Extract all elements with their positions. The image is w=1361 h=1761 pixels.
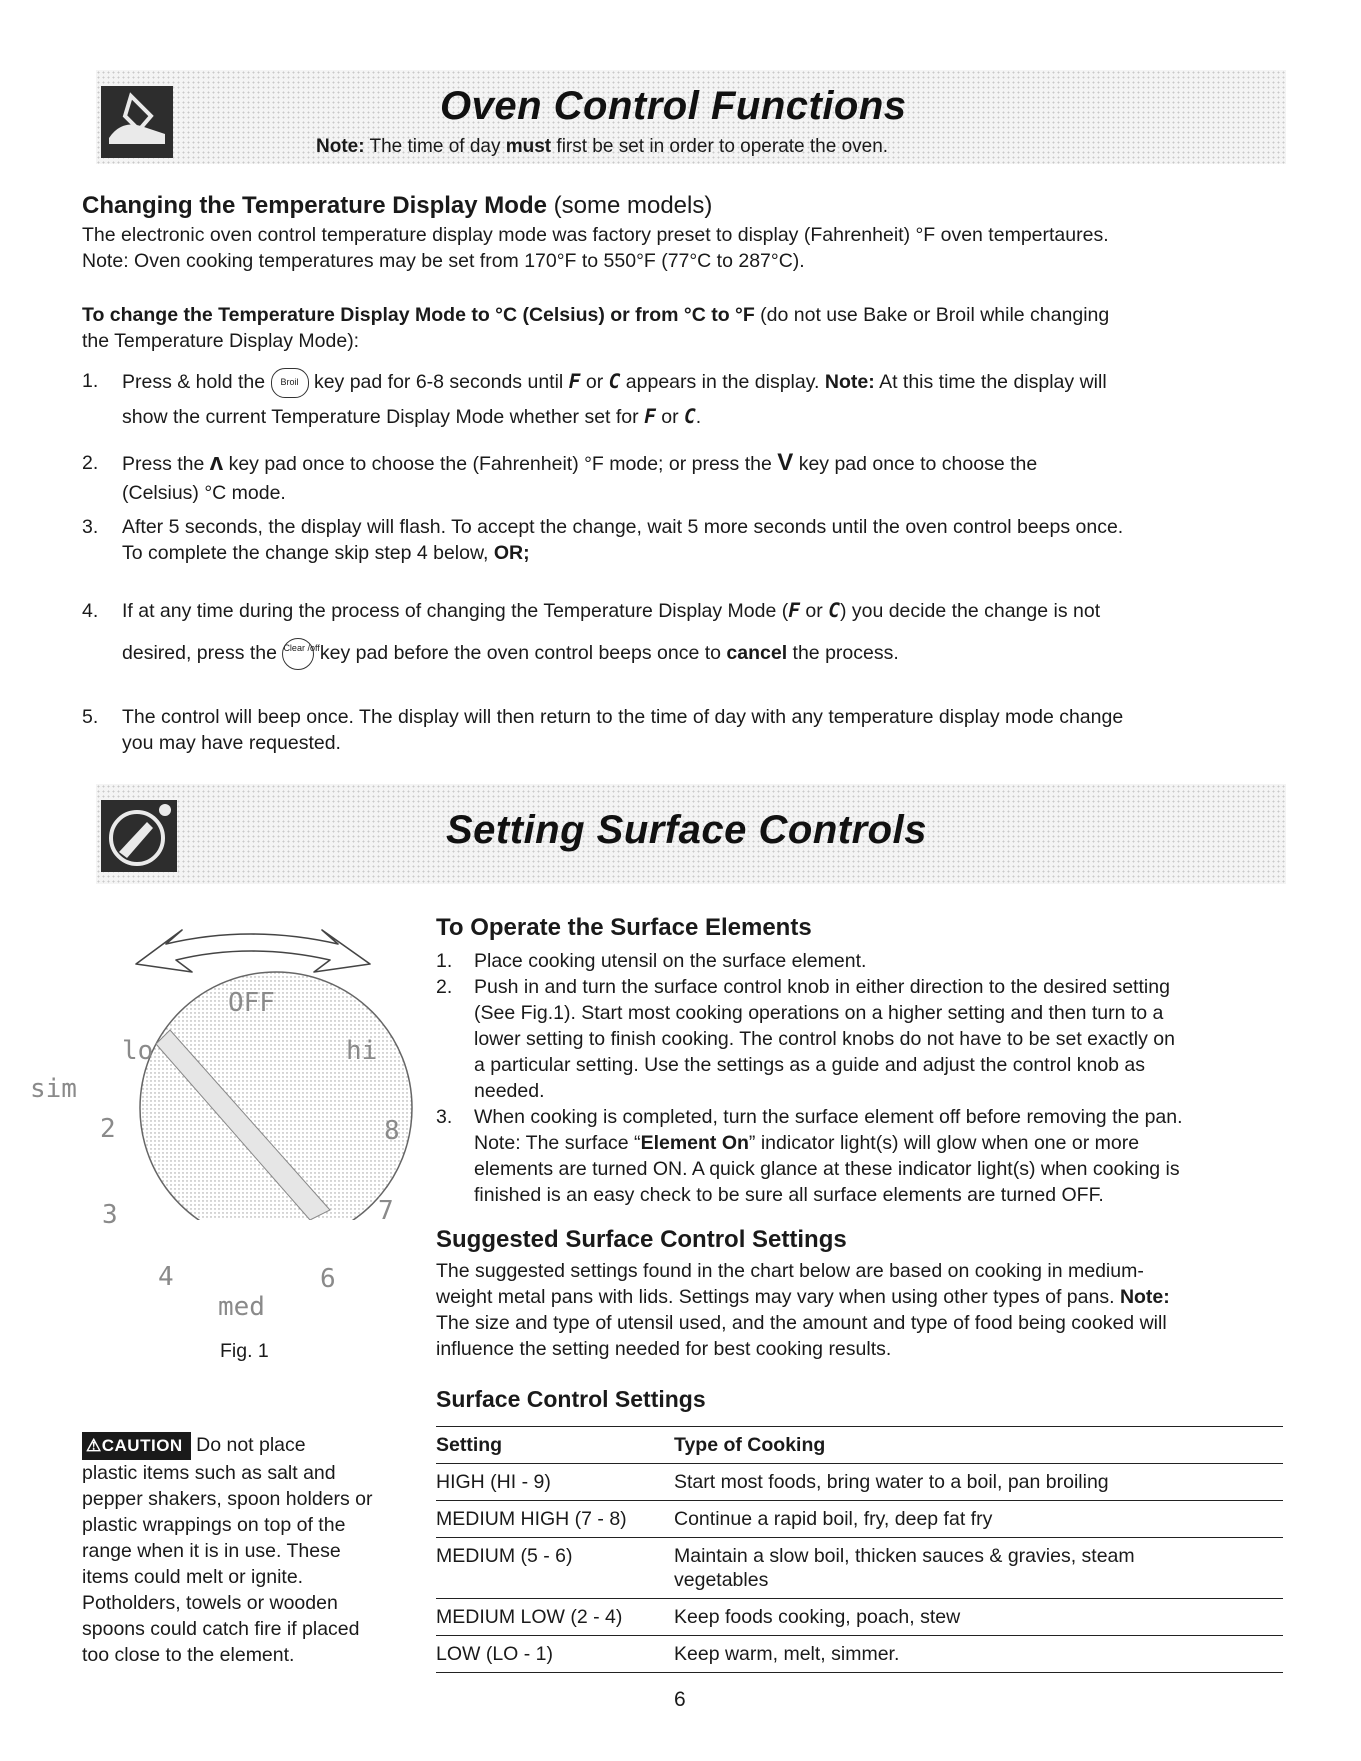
- note-text-bold: must: [505, 136, 552, 157]
- step-3: [82, 514, 1282, 570]
- knob-label-7: 7: [378, 1196, 394, 1226]
- step-2: [82, 450, 1282, 506]
- knob-label-hi: hi: [346, 1036, 378, 1066]
- heading-normal: (some models): [553, 192, 713, 219]
- list-text: When cooking is completed, turn the surface element off before removing the pan.: [474, 1106, 1183, 1128]
- table-title: Surface Control Settings: [436, 1386, 706, 1412]
- caution-badge-label: CAUTION: [101, 1436, 183, 1455]
- knob-label-8: 8: [384, 1116, 400, 1146]
- step-text: (Celsius) °C mode.: [122, 482, 286, 504]
- down-arrow-icon: V: [777, 449, 794, 476]
- settings-table: [436, 1426, 1283, 1673]
- banner-title: Setting Surface Controls: [446, 808, 927, 852]
- step-text-bold: cancel: [726, 642, 788, 665]
- table-row: [436, 1464, 1283, 1501]
- note-label: Note:: [316, 136, 365, 157]
- settings-table-wrap: [436, 1426, 1283, 1673]
- table-row: [436, 1501, 1283, 1538]
- list-text: needed.: [474, 1080, 545, 1102]
- setting-cell: MEDIUM LOW (2 - 4): [436, 1606, 623, 1628]
- step-text: At this time the display will: [879, 371, 1107, 394]
- list-text: lower setting to finish cooking. The control knobs do not have to be set exactly on: [474, 1028, 1175, 1050]
- operate-heading: To Operate the Surface Elements: [436, 914, 812, 941]
- clear-off-keypad-icon: Clear /off: [282, 638, 314, 670]
- setting-cell: HIGH (HI - 9): [436, 1471, 551, 1493]
- list-item: [436, 974, 1286, 1104]
- broil-keypad-icon: Broil: [271, 368, 309, 398]
- step-text: To complete the change skip step 4 below,: [122, 542, 489, 564]
- suggested-text: [436, 1258, 1286, 1362]
- knob-label-lo: lo: [122, 1036, 154, 1066]
- step-text: desired, press the: [122, 642, 278, 665]
- suggested-note-label: Note:: [1119, 1286, 1170, 1308]
- table-header-row: [436, 1427, 1283, 1464]
- suggested-heading: Suggested Surface Control Settings: [436, 1226, 847, 1253]
- banner-title: Oven Control Functions: [440, 84, 907, 128]
- step-text: The control will beep once. The display will then return to the time of day with any temperature display mode change: [122, 706, 1124, 728]
- list-note: finished is an easy check to be sure all surface elements are turned OFF.: [474, 1184, 1104, 1206]
- suggested-line: influence the setting needed for best cooking results.: [436, 1338, 892, 1360]
- step-text: you may have requested.: [122, 732, 341, 754]
- list-note: Note: The surface “: [474, 1132, 641, 1154]
- step-text: After 5 seconds, the display will flash. To accept the change, wait 5 more seconds until the oven control beeps once.: [122, 516, 1124, 538]
- figure-caption: Fig. 1: [220, 1340, 269, 1362]
- list-item: [436, 948, 1286, 974]
- setting-cell: MEDIUM (5 - 6): [436, 1545, 573, 1567]
- knob-label-off: OFF: [228, 988, 275, 1018]
- step-text: or: [661, 406, 679, 428]
- caution-text: spoons could catch fire if placed: [82, 1618, 360, 1640]
- intro-line-2: Note: Oven cooking temperatures may be set from 170°F to 550°F (77°C to 287°C).: [82, 250, 805, 272]
- note-text-post: first be set in order to operate the oven.: [556, 136, 889, 157]
- suggested-line: The suggested settings found in the chart below are based on cooking in medium-: [436, 1260, 1144, 1282]
- caution-text: too close to the element.: [82, 1644, 295, 1666]
- step-number: 4.: [82, 600, 99, 622]
- header-type-of-cooking: Type of Cooking: [674, 1434, 826, 1456]
- step-text: Press the: [122, 453, 205, 475]
- step-text: Press & hold the: [122, 371, 266, 394]
- knob-illustration: [30, 920, 420, 1220]
- knob-label-2: 2: [100, 1114, 116, 1144]
- caution-text: items could melt or ignite.: [82, 1566, 304, 1588]
- step-text: key pad once to choose the: [798, 453, 1038, 475]
- step-number: 2.: [82, 452, 99, 474]
- caution-badge: [82, 1432, 191, 1460]
- caution-text: plastic items such as salt and: [82, 1462, 336, 1484]
- cooking-cell: Continue a rapid boil, fry, deep fat fry: [674, 1508, 993, 1530]
- step-text: or: [805, 600, 823, 622]
- step-text-bold: OR;: [493, 542, 530, 564]
- banner-note: [316, 136, 888, 158]
- caution-text: pepper shakers, spoon holders or: [82, 1488, 373, 1510]
- surface-control-icon: [101, 800, 177, 872]
- knob-label-sim: sim: [30, 1074, 77, 1104]
- list-number: 2.: [436, 976, 453, 998]
- step-1: [82, 368, 1282, 428]
- f-display-icon: F: [644, 405, 656, 428]
- step-number: 3.: [82, 516, 99, 538]
- cooking-cell: Maintain a slow boil, thicken sauces & gravies, steam vegetables: [674, 1545, 1135, 1591]
- change-instruction-normal-1: (do not use Bake or Broil while changing: [760, 304, 1110, 326]
- list-text: a particular setting. Use the settings as a guide and adjust the control knob as: [474, 1054, 1145, 1076]
- f-display-icon: F: [568, 370, 581, 394]
- list-number: 3.: [436, 1106, 453, 1128]
- list-note: ” indicator light(s) will glow when one or more: [748, 1132, 1140, 1154]
- step-number: 1.: [82, 370, 99, 392]
- c-display-icon: C: [684, 405, 696, 428]
- list-item: [436, 1104, 1286, 1208]
- knob-label-4: 4: [158, 1262, 174, 1292]
- f-display-icon: F: [788, 599, 800, 622]
- step-number: 5.: [82, 706, 99, 728]
- knob-label-3: 3: [102, 1200, 118, 1230]
- caution-text: Potholders, towels or wooden: [82, 1592, 338, 1614]
- cooking-cell: Keep warm, melt, simmer.: [674, 1643, 900, 1665]
- operate-list: [436, 948, 1286, 1208]
- caution-box: [82, 1432, 412, 1668]
- step-text: If at any time during the process of changing the Temperature Display Mode (: [122, 600, 789, 622]
- table-row: [436, 1599, 1283, 1636]
- c-display-icon: C: [828, 599, 840, 622]
- knob-label-med: med: [218, 1292, 265, 1322]
- heading-bold: Changing the Temperature Display Mode: [82, 192, 547, 219]
- change-instruction-bold: To change the Temperature Display Mode to °C (Celsius) or from °C to °F: [82, 304, 755, 326]
- list-note-bold: Element On: [640, 1132, 749, 1154]
- warning-triangle-icon: ⚠: [86, 1436, 102, 1455]
- list-number: 1.: [436, 950, 453, 972]
- caution-text: Do not place: [196, 1434, 306, 1456]
- step-note-label: Note:: [824, 371, 875, 394]
- oven-icon: [101, 86, 173, 158]
- step-text: appears in the display.: [625, 371, 820, 394]
- knob-label-6: 6: [320, 1264, 336, 1294]
- step-text: or: [585, 371, 604, 394]
- page-number: 6: [674, 1688, 686, 1711]
- setting-cell: MEDIUM HIGH (7 - 8): [436, 1508, 627, 1530]
- section-heading-temp-display: [82, 192, 712, 220]
- suggested-line: The size and type of utensil used, and the amount and type of food being cooked will: [436, 1312, 1167, 1334]
- step-4: [82, 598, 1282, 668]
- change-instruction: [82, 302, 1282, 354]
- caution-text: range when it is in use. These: [82, 1540, 341, 1562]
- intro-line-1: The electronic oven control temperature display mode was factory preset to display (Fahrenheit) °F oven tempertaures.: [82, 224, 1109, 246]
- table-row: [436, 1538, 1283, 1599]
- setting-cell: LOW (LO - 1): [436, 1643, 554, 1665]
- header-setting: Setting: [436, 1434, 503, 1456]
- change-instruction-normal-2: the Temperature Display Mode):: [82, 330, 360, 352]
- c-display-icon: C: [608, 370, 621, 394]
- step-text: show the current Temperature Display Mode whether set for: [122, 406, 639, 428]
- list-text: (See Fig.1). Start most cooking operations on a higher setting and then turn to a: [474, 1002, 1164, 1024]
- step-text: key pad for 6-8 seconds until: [313, 371, 564, 394]
- cooking-cell: Start most foods, bring water to a boil, pan broiling: [674, 1471, 1109, 1493]
- step-text: the process.: [792, 642, 899, 665]
- list-note: elements are turned ON. A quick glance at these indicator light(s) when cooking is: [474, 1158, 1180, 1180]
- knob-figure: [30, 900, 420, 1362]
- cooking-cell: Keep foods cooking, poach, stew: [674, 1606, 961, 1628]
- step-text: key pad once to choose the (Fahrenheit) °F mode; or press the: [228, 453, 772, 475]
- list-text: Push in and turn the surface control knob in either direction to the desired setting: [474, 976, 1170, 998]
- caution-text: plastic wrappings on top of the: [82, 1514, 346, 1536]
- up-arrow-icon: ʌ: [209, 449, 224, 476]
- step-5: [82, 704, 1282, 760]
- step-text: ) you decide the change is not: [839, 600, 1101, 622]
- list-text: Place cooking utensil on the surface element.: [474, 950, 867, 972]
- step-text: .: [695, 406, 702, 428]
- table-row: [436, 1636, 1283, 1673]
- suggested-line: weight metal pans with lids. Settings may vary when using other types of pans.: [436, 1286, 1115, 1308]
- step-text: key pad before the oven control beeps once to: [319, 642, 721, 665]
- note-text-pre: The time of day: [369, 136, 501, 157]
